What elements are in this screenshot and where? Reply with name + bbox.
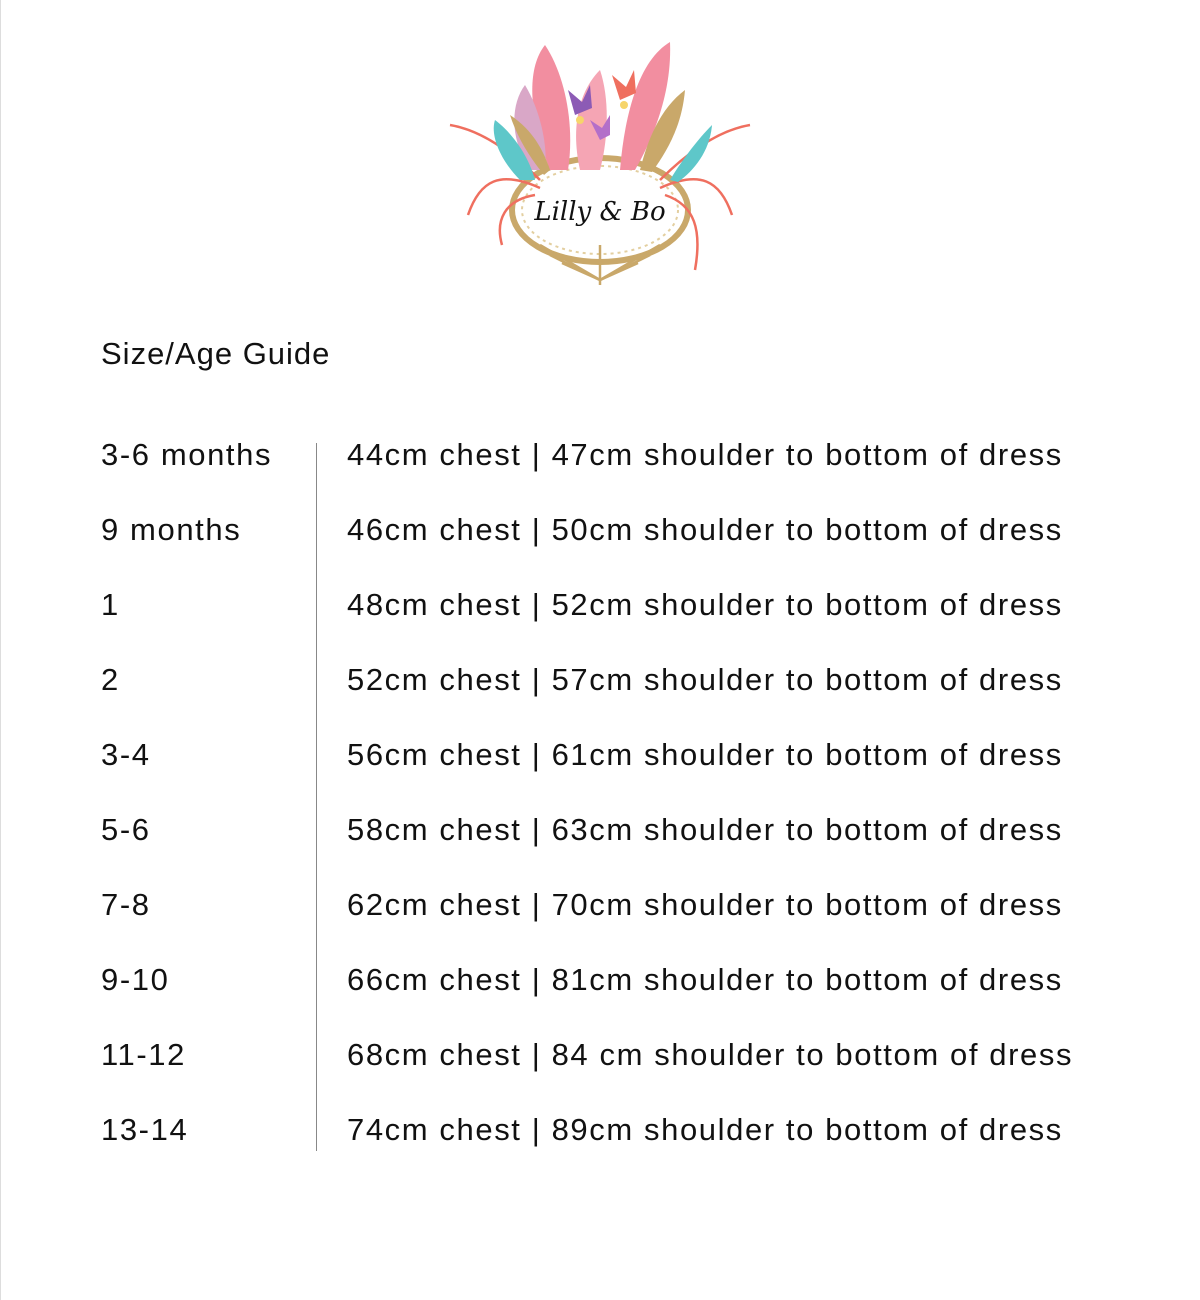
size-measurement: 44cm chest | 47cm shoulder to bottom of dress xyxy=(347,437,1063,472)
size-age-label: 3-6 months xyxy=(101,437,273,472)
size-measurement: 58cm chest | 63cm shoulder to bottom of dress xyxy=(347,812,1063,847)
size-age-label: 3-4 xyxy=(101,737,151,772)
size-age-label: 2 xyxy=(101,662,120,697)
size-measurement: 68cm chest | 84 cm shoulder to bottom of dress xyxy=(347,1037,1074,1072)
size-row xyxy=(101,730,1111,805)
size-measurement: 74cm chest | 89cm shoulder to bottom of dress xyxy=(347,1112,1063,1147)
size-measurement: 48cm chest | 52cm shoulder to bottom of dress xyxy=(347,587,1063,622)
size-age-label: 11-12 xyxy=(101,1037,186,1072)
size-age-label: 7-8 xyxy=(101,887,151,922)
size-row xyxy=(101,655,1111,730)
size-row xyxy=(101,1030,1111,1105)
size-row xyxy=(101,505,1111,580)
size-measurement: 46cm chest | 50cm shoulder to bottom of dress xyxy=(347,512,1063,547)
tropical-wreath-logo-icon xyxy=(440,30,760,295)
size-row xyxy=(101,805,1111,880)
size-age-label: 1 xyxy=(101,587,120,622)
size-row xyxy=(101,430,1111,505)
page-border xyxy=(0,0,1,1300)
size-row xyxy=(101,955,1111,1030)
size-age-label: 9-10 xyxy=(101,962,170,997)
size-row xyxy=(101,1105,1111,1180)
size-row xyxy=(101,880,1111,955)
size-measurement: 62cm chest | 70cm shoulder to bottom of dress xyxy=(347,887,1063,922)
size-age-label: 13-14 xyxy=(101,1112,189,1147)
size-measurement: 52cm chest | 57cm shoulder to bottom of dress xyxy=(347,662,1063,697)
size-age-label: 5-6 xyxy=(101,812,151,847)
svg-text:Lilly & Bo: Lilly & Bo xyxy=(534,197,666,227)
size-guide-title: Size/Age Guide xyxy=(101,336,331,371)
size-measurement: 56cm chest | 61cm shoulder to bottom of dress xyxy=(347,737,1063,772)
size-table xyxy=(101,430,1111,1180)
size-row xyxy=(101,580,1111,655)
size-age-label: 9 months xyxy=(101,512,242,547)
size-measurement: 66cm chest | 81cm shoulder to bottom of dress xyxy=(347,962,1063,997)
